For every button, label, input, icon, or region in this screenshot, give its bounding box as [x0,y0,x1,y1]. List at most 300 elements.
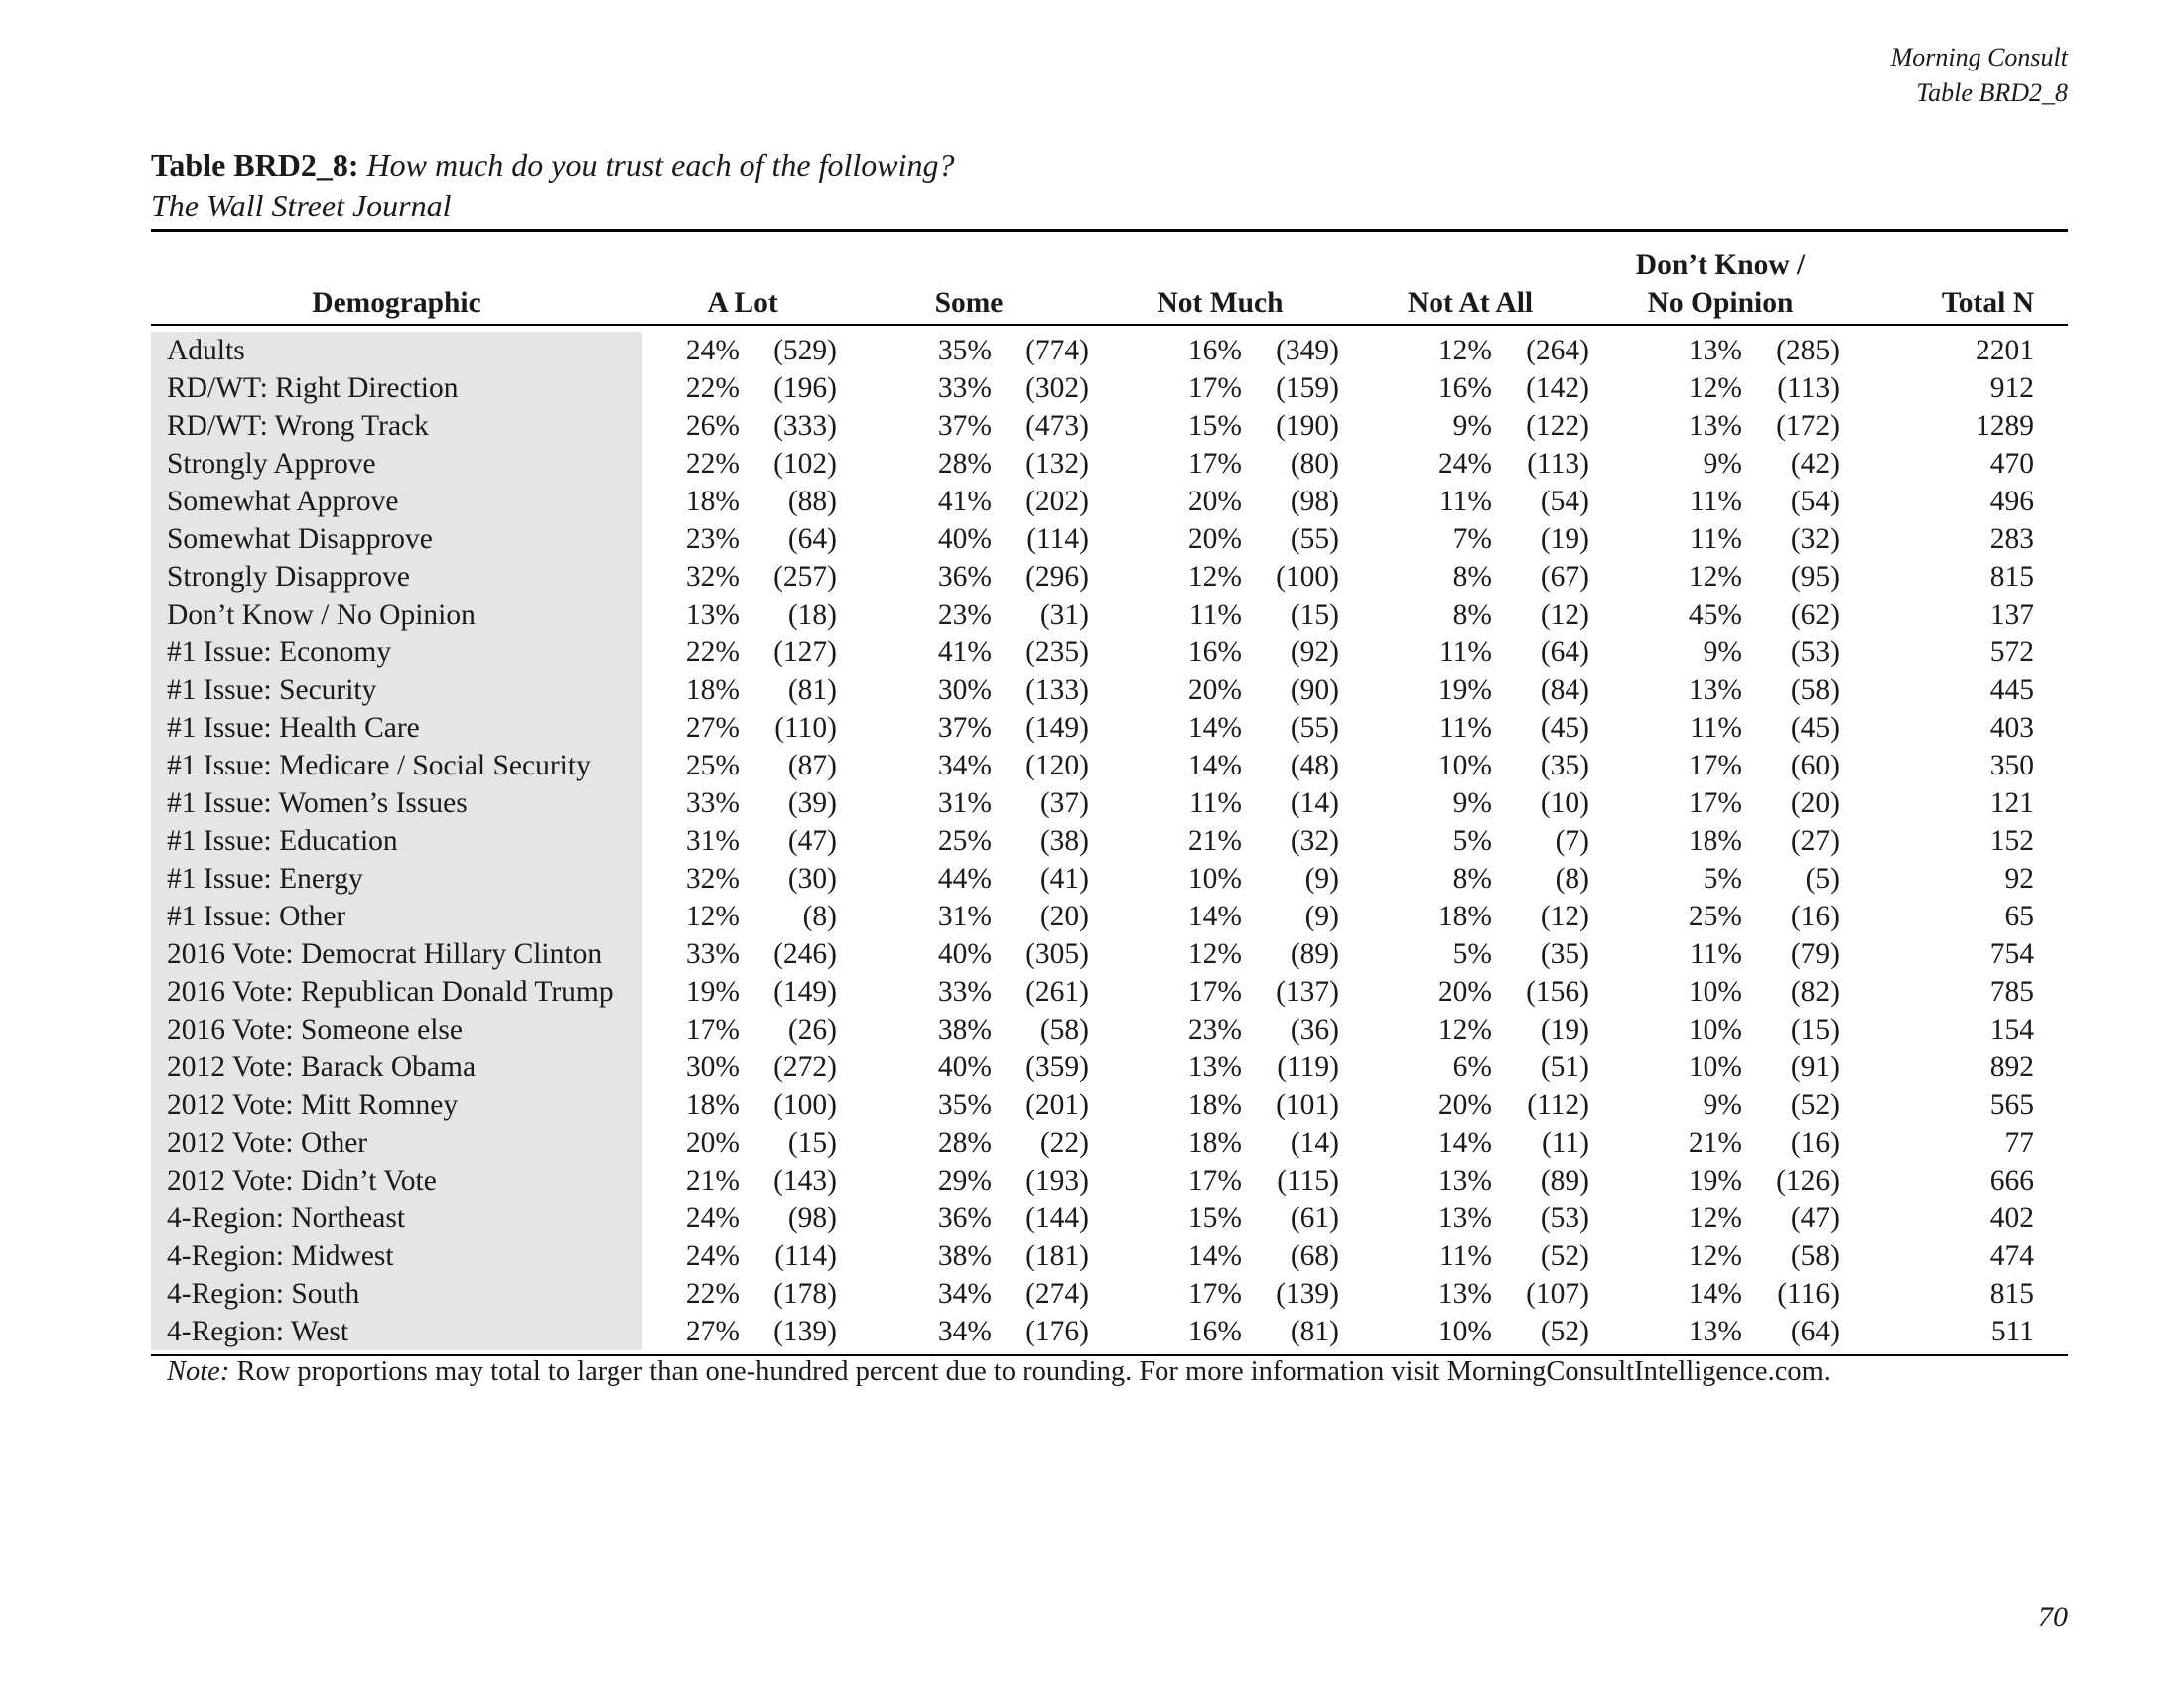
a-lot-pct-cell: 30% [685,1052,740,1083]
col-some: Some [934,287,1004,319]
dont-know-pct-cell: 10% [1688,1014,1742,1046]
some-n-cell: (359) [1025,1052,1089,1083]
not-at-all-n-cell: (89) [1540,1165,1589,1196]
not-much-pct-cell: 13% [1187,1052,1242,1083]
not-at-all-pct-cell: 7% [1452,523,1492,555]
dont-know-n-cell: (95) [1790,561,1840,593]
dont-know-pct-cell: 11% [1690,712,1742,744]
not-at-all-pct-cell: 11% [1439,712,1492,744]
not-much-n-cell: (36) [1290,1014,1339,1046]
dont-know-pct-cell: 13% [1688,674,1742,706]
a-lot-n-cell: (47) [787,825,837,857]
a-lot-pct-cell: 18% [685,674,740,706]
some-n-cell: (37) [1039,787,1089,819]
col-dont-know [1595,238,1845,324]
row-label-cell: Somewhat Approve [151,483,642,520]
not-much-pct-cell: 17% [1187,1165,1242,1196]
crosstab-table [151,238,2068,1350]
not-much-n-cell: (81) [1290,1316,1339,1347]
title-question: How much do you trust each of the following? [366,147,955,183]
row-label-cell: 2012 Vote: Didn’t Vote [151,1162,642,1199]
not-at-all-pct-cell: 5% [1452,825,1492,857]
not-at-all-n-cell: (84) [1540,674,1589,706]
a-lot-n-cell: (143) [773,1165,837,1196]
total-n-cell: 445 [1989,674,2034,706]
top-rule [151,229,2068,232]
not-at-all-n-cell: (7) [1555,825,1589,857]
not-much-pct-cell: 11% [1189,787,1242,819]
table-row [151,1199,2068,1237]
not-much-pct-cell: 15% [1187,1202,1242,1234]
total-n-cell: 121 [1989,787,2034,819]
not-much-pct-cell: 18% [1187,1127,1242,1159]
table-row [151,860,2068,898]
total-n-cell: 137 [1989,599,2034,631]
not-much-n-cell: (68) [1290,1240,1339,1272]
not-at-all-pct-cell: 24% [1437,448,1492,480]
some-pct-cell: 44% [937,863,992,895]
not-much-pct-cell: 14% [1187,1240,1242,1272]
total-n-cell: 1289 [1976,410,2034,442]
not-much-pct-cell: 14% [1187,750,1242,781]
not-much-n-cell: (137) [1276,976,1339,1008]
col-total-n: Total N [1941,287,2034,319]
not-at-all-pct-cell: 11% [1439,1240,1492,1272]
dont-know-pct-cell: 11% [1690,523,1742,555]
not-at-all-pct-cell: 16% [1437,372,1492,404]
some-pct-cell: 38% [937,1014,992,1046]
some-pct-cell: 29% [937,1165,992,1196]
table-row [151,1049,2068,1086]
row-label-cell: #1 Issue: Education [151,822,642,860]
total-n-cell: 470 [1989,448,2034,480]
total-n-cell: 912 [1989,372,2034,404]
col-not-much: Not Much [1157,287,1284,319]
row-label-cell: 4-Region: South [151,1275,642,1313]
a-lot-n-cell: (178) [773,1278,837,1310]
row-label-cell: Don’t Know / No Opinion [151,596,642,633]
a-lot-n-cell: (272) [773,1052,837,1083]
table-row [151,1162,2068,1199]
not-much-n-cell: (80) [1290,448,1339,480]
table-row [151,747,2068,784]
not-at-all-n-cell: (52) [1540,1240,1589,1272]
some-pct-cell: 34% [937,1278,992,1310]
some-n-cell: (305) [1025,938,1089,970]
dont-know-n-cell: (15) [1790,1014,1840,1046]
table-row [151,332,2068,369]
total-n-cell: 815 [1989,1278,2034,1310]
dont-know-pct-cell: 13% [1688,335,1742,366]
not-much-pct-cell: 17% [1187,1278,1242,1310]
not-at-all-n-cell: (113) [1527,448,1589,480]
not-much-n-cell: (48) [1290,750,1339,781]
table-row [151,633,2068,671]
some-pct-cell: 30% [937,674,992,706]
a-lot-pct-cell: 18% [685,1089,740,1121]
a-lot-pct-cell: 24% [685,335,740,366]
a-lot-n-cell: (196) [773,372,837,404]
header-row [151,238,2068,324]
not-much-n-cell: (15) [1290,599,1339,631]
not-much-n-cell: (89) [1290,938,1339,970]
some-pct-cell: 40% [937,523,992,555]
some-pct-cell: 25% [937,825,992,857]
table-row [151,1275,2068,1313]
not-at-all-pct-cell: 9% [1452,410,1492,442]
some-pct-cell: 40% [937,1052,992,1083]
not-much-pct-cell: 20% [1187,674,1242,706]
not-at-all-n-cell: (51) [1540,1052,1589,1083]
some-n-cell: (296) [1025,561,1089,593]
table-row [151,1313,2068,1350]
some-pct-cell: 28% [937,1127,992,1159]
some-n-cell: (235) [1025,636,1089,668]
some-pct-cell: 23% [937,599,992,631]
not-much-pct-cell: 10% [1187,863,1242,895]
table-row [151,1011,2068,1049]
not-much-pct-cell: 18% [1187,1089,1242,1121]
not-at-all-n-cell: (264) [1526,335,1589,366]
total-n-cell: 474 [1989,1240,2034,1272]
a-lot-n-cell: (149) [773,976,837,1008]
some-n-cell: (120) [1025,750,1089,781]
total-n-cell: 666 [1989,1165,2034,1196]
not-at-all-pct-cell: 13% [1437,1202,1492,1234]
not-much-n-cell: (100) [1276,561,1339,593]
not-much-pct-cell: 16% [1187,1316,1242,1347]
total-n-cell: 815 [1989,561,2034,593]
table-row [151,973,2068,1011]
dont-know-pct-cell: 10% [1688,1052,1742,1083]
some-pct-cell: 36% [937,1202,992,1234]
dont-know-pct-cell: 17% [1688,787,1742,819]
table-row [151,483,2068,520]
total-n-cell: 511 [1990,1316,2034,1347]
a-lot-pct-cell: 12% [685,901,740,932]
a-lot-pct-cell: 26% [685,410,740,442]
not-at-all-pct-cell: 18% [1437,901,1492,932]
total-n-cell: 154 [1989,1014,2034,1046]
some-n-cell: (31) [1039,599,1089,631]
some-pct-cell: 31% [937,901,992,932]
not-at-all-n-cell: (112) [1527,1089,1589,1121]
some-pct-cell: 31% [937,787,992,819]
some-n-cell: (261) [1025,976,1089,1008]
some-n-cell: (176) [1025,1316,1089,1347]
dont-know-n-cell: (91) [1790,1052,1840,1083]
dont-know-n-cell: (113) [1777,372,1840,404]
not-at-all-n-cell: (19) [1540,1014,1589,1046]
not-at-all-n-cell: (53) [1540,1202,1589,1234]
dont-know-n-cell: (79) [1790,938,1840,970]
page-number: 70 [2038,1601,2068,1633]
a-lot-n-cell: (529) [773,335,837,366]
some-n-cell: (132) [1025,448,1089,480]
table-subtitle: The Wall Street Journal [151,188,452,223]
not-at-all-pct-cell: 6% [1452,1052,1492,1083]
total-n-cell: 754 [1989,938,2034,970]
dont-know-n-cell: (27) [1790,825,1840,857]
not-much-pct-cell: 17% [1187,976,1242,1008]
dont-know-n-cell: (172) [1776,410,1840,442]
dont-know-n-cell: (64) [1790,1316,1840,1347]
row-label-cell: #1 Issue: Other [151,898,642,935]
table-row [151,558,2068,596]
a-lot-pct-cell: 27% [685,1316,740,1347]
not-at-all-pct-cell: 14% [1437,1127,1492,1159]
not-much-n-cell: (159) [1276,372,1339,404]
not-at-all-n-cell: (12) [1540,901,1589,932]
total-n-cell: 785 [1989,976,2034,1008]
not-much-n-cell: (55) [1290,712,1339,744]
a-lot-n-cell: (114) [774,1240,837,1272]
total-n-cell: 92 [2004,863,2034,895]
row-label-cell: 2016 Vote: Someone else [151,1011,642,1049]
dont-know-n-cell: (285) [1776,335,1840,366]
table-row [151,784,2068,822]
not-at-all-n-cell: (12) [1540,599,1589,631]
some-pct-cell: 28% [937,448,992,480]
some-pct-cell: 36% [937,561,992,593]
row-label-cell: 2012 Vote: Mitt Romney [151,1086,642,1124]
row-label-cell: 2016 Vote: Republican Donald Trump [151,973,642,1011]
not-at-all-pct-cell: 5% [1452,938,1492,970]
a-lot-n-cell: (8) [802,901,837,932]
a-lot-n-cell: (64) [787,523,837,555]
dont-know-pct-cell: 12% [1688,1240,1742,1272]
a-lot-pct-cell: 22% [685,1278,740,1310]
table-row [151,1124,2068,1162]
table-row [151,520,2068,558]
dont-know-n-cell: (20) [1790,787,1840,819]
dont-know-n-cell: (62) [1790,599,1840,631]
some-n-cell: (302) [1025,372,1089,404]
some-n-cell: (202) [1025,486,1089,517]
dont-know-pct-cell: 9% [1703,636,1742,668]
not-much-n-cell: (139) [1276,1278,1339,1310]
not-much-n-cell: (349) [1276,335,1339,366]
row-label-cell: 2012 Vote: Barack Obama [151,1049,642,1086]
a-lot-pct-cell: 19% [685,976,740,1008]
not-at-all-n-cell: (11) [1541,1127,1589,1159]
dont-know-pct-cell: 12% [1688,372,1742,404]
row-label-cell: Strongly Approve [151,445,642,483]
not-much-pct-cell: 20% [1187,486,1242,517]
dont-know-pct-cell: 13% [1688,410,1742,442]
some-n-cell: (473) [1025,410,1089,442]
not-at-all-pct-cell: 20% [1437,976,1492,1008]
a-lot-pct-cell: 23% [685,523,740,555]
some-pct-cell: 37% [937,712,992,744]
dont-know-n-cell: (54) [1790,486,1840,517]
dont-know-pct-cell: 12% [1688,1202,1742,1234]
some-n-cell: (193) [1025,1165,1089,1196]
not-much-pct-cell: 15% [1187,410,1242,442]
dont-know-n-cell: (53) [1790,636,1840,668]
table-row [151,596,2068,633]
total-n-cell: 402 [1989,1202,2034,1234]
dont-know-pct-cell: 10% [1688,976,1742,1008]
not-much-n-cell: (190) [1276,410,1339,442]
not-much-pct-cell: 11% [1189,599,1242,631]
not-much-pct-cell: 12% [1187,561,1242,593]
not-at-all-n-cell: (107) [1526,1278,1589,1310]
a-lot-n-cell: (87) [787,750,837,781]
some-n-cell: (133) [1025,674,1089,706]
not-at-all-pct-cell: 8% [1452,863,1492,895]
dont-know-pct-cell: 13% [1688,1316,1742,1347]
table-body [151,332,2068,1350]
a-lot-pct-cell: 31% [685,825,740,857]
a-lot-n-cell: (333) [773,410,837,442]
not-much-pct-cell: 17% [1187,372,1242,404]
not-at-all-pct-cell: 11% [1439,486,1492,517]
dont-know-n-cell: (58) [1790,674,1840,706]
table-note [167,1356,1831,1388]
row-label-cell: Somewhat Disapprove [151,520,642,558]
dont-know-pct-cell: 18% [1688,825,1742,857]
not-much-n-cell: (101) [1276,1089,1339,1121]
row-label-cell: #1 Issue: Women’s Issues [151,784,642,822]
not-at-all-pct-cell: 13% [1437,1278,1492,1310]
row-label-cell: #1 Issue: Security [151,671,642,709]
col-dont-know-line2: No Opinion [1647,287,1794,319]
some-pct-cell: 34% [937,750,992,781]
total-n-cell: 65 [2004,901,2034,932]
a-lot-n-cell: (15) [787,1127,837,1159]
table-id: Table BRD2_8 [1916,78,2068,107]
dont-know-n-cell: (45) [1790,712,1840,744]
total-n-cell: 77 [2004,1127,2034,1159]
table-row [151,407,2068,445]
dont-know-n-cell: (32) [1790,523,1840,555]
row-label-cell: Strongly Disapprove [151,558,642,596]
dont-know-pct-cell: 12% [1688,561,1742,593]
a-lot-pct-cell: 24% [685,1202,740,1234]
a-lot-pct-cell: 13% [685,599,740,631]
dont-know-pct-cell: 19% [1688,1165,1742,1196]
row-label-cell: 2016 Vote: Democrat Hillary Clinton [151,935,642,973]
some-n-cell: (58) [1039,1014,1089,1046]
not-much-pct-cell: 20% [1187,523,1242,555]
a-lot-n-cell: (246) [773,938,837,970]
a-lot-pct-cell: 21% [685,1165,740,1196]
not-much-pct-cell: 16% [1187,335,1242,366]
row-label-cell: RD/WT: Right Direction [151,369,642,407]
not-much-n-cell: (119) [1277,1052,1339,1083]
a-lot-n-cell: (26) [787,1014,837,1046]
note-text: Row proportions may total to larger than one-hundred percent due to rounding. For more information visit MorningConsultIntelligence.com. [236,1356,1831,1387]
dont-know-pct-cell: 17% [1688,750,1742,781]
a-lot-n-cell: (110) [774,712,837,744]
not-much-pct-cell: 12% [1187,938,1242,970]
running-head [1891,40,2068,111]
some-n-cell: (274) [1025,1278,1089,1310]
not-much-pct-cell: 14% [1187,712,1242,744]
col-not-at-all: Not At All [1407,287,1534,319]
table-row [151,445,2068,483]
dont-know-n-cell: (47) [1790,1202,1840,1234]
dont-know-n-cell: (52) [1790,1089,1840,1121]
row-label-cell: 4-Region: West [151,1313,642,1350]
table-row [151,1237,2068,1275]
a-lot-pct-cell: 22% [685,448,740,480]
a-lot-pct-cell: 33% [685,787,740,819]
not-at-all-pct-cell: 10% [1437,1316,1492,1347]
dont-know-pct-cell: 21% [1688,1127,1742,1159]
row-label-cell: 4-Region: Midwest [151,1237,642,1275]
row-label-cell: #1 Issue: Energy [151,860,642,898]
some-n-cell: (38) [1039,825,1089,857]
table-row [151,709,2068,747]
not-at-all-pct-cell: 9% [1452,787,1492,819]
not-at-all-pct-cell: 12% [1437,1014,1492,1046]
some-pct-cell: 40% [937,938,992,970]
some-pct-cell: 37% [937,410,992,442]
some-pct-cell: 35% [937,335,992,366]
not-much-n-cell: (98) [1290,486,1339,517]
a-lot-n-cell: (81) [787,674,837,706]
row-label-cell: #1 Issue: Health Care [151,709,642,747]
not-at-all-pct-cell: 11% [1439,636,1492,668]
total-n-cell: 572 [1989,636,2034,668]
some-pct-cell: 35% [937,1089,992,1121]
total-n-cell: 403 [1989,712,2034,744]
total-n-cell: 892 [1989,1052,2034,1083]
row-label-cell: #1 Issue: Medicare / Social Security [151,747,642,784]
table-row [151,1086,2068,1124]
not-at-all-pct-cell: 20% [1437,1089,1492,1121]
a-lot-n-cell: (30) [787,863,837,895]
not-much-pct-cell: 17% [1187,448,1242,480]
not-at-all-n-cell: (156) [1526,976,1589,1008]
a-lot-pct-cell: 27% [685,712,740,744]
col-dont-know-line1: Don’t Know / [1635,249,1806,281]
not-at-all-n-cell: (52) [1540,1316,1589,1347]
not-much-n-cell: (32) [1290,825,1339,857]
a-lot-n-cell: (102) [773,448,837,480]
table-row [151,822,2068,860]
dont-know-n-cell: (16) [1790,901,1840,932]
not-much-n-cell: (92) [1290,636,1339,668]
not-at-all-n-cell: (19) [1540,523,1589,555]
row-label-cell: 2012 Vote: Other [151,1124,642,1162]
publisher-name: Morning Consult [1890,43,2068,71]
a-lot-pct-cell: 20% [685,1127,740,1159]
a-lot-n-cell: (18) [787,599,837,631]
some-pct-cell: 34% [937,1316,992,1347]
not-much-n-cell: (55) [1290,523,1339,555]
not-much-n-cell: (9) [1304,901,1339,932]
table-row [151,898,2068,935]
a-lot-n-cell: (127) [773,636,837,668]
some-pct-cell: 41% [937,636,992,668]
col-demographic: Demographic [312,287,481,319]
note-label: Note: [167,1356,230,1387]
some-n-cell: (144) [1025,1202,1089,1234]
total-n-cell: 350 [1989,750,2034,781]
dont-know-n-cell: (60) [1790,750,1840,781]
dont-know-n-cell: (5) [1805,863,1840,895]
not-much-n-cell: (115) [1277,1165,1339,1196]
some-n-cell: (774) [1025,335,1089,366]
row-label-cell: RD/WT: Wrong Track [151,407,642,445]
not-at-all-pct-cell: 13% [1437,1165,1492,1196]
not-at-all-pct-cell: 10% [1437,750,1492,781]
not-much-pct-cell: 21% [1187,825,1242,857]
dont-know-pct-cell: 45% [1688,599,1742,631]
